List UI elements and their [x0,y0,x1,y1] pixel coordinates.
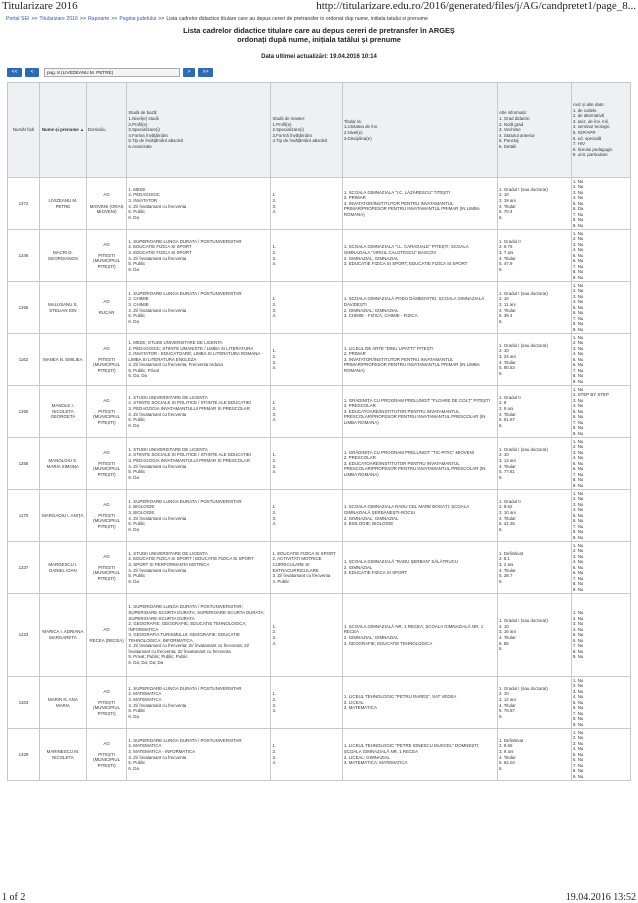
table-row [8,178,631,230]
row-number: 1260 [8,386,40,438]
row-domicile: AG RECEA (RECEA) [86,594,127,677]
row-master: 1. 2. 3. 4. [271,729,342,781]
row-master: 1. 2. 3. 4. [271,594,342,677]
row-info: 1. Definitivat 2. 8.1 3. 2 ani 4. Titular 5. 28.7 6. [497,542,571,594]
row-options: 1. Nu 2. STEP BY STEP 3. Nu 4. Nu 5. Nu 6. Nu 7. Nu 8. Nu 9. Nu [571,386,630,438]
header-name-label: Nume și prenume [41,127,79,133]
row-studies: 1. SUPERIOARE-LUNGA DURATA / POSTUNIVERSITAR; SUPERIOARE-SCURTA DURATA; SUPERIOARE-SCURTA DURATA; SUPERIOARE-SCURTA DURATA 2. GEOGRAFIE; GEOGRAFIE; EDUCATIE TEHNOLOGICA; INFORMATICA 3. GEOGRAFIA TURISMULUI; GEOGRAFIE; EDUCATIE TEHNOLOGICA; INFORMATICA 4. Zi/ învatamant cu frecventa; Zi/ învatamant cu frecventa; Zi/ învatamant cu frecventa; Zi/ învatamant cu frecventa 5. Privat; Public; Public; Public 6. Da; Da; Da; Da [127,594,271,677]
table-row [8,282,631,334]
row-studies: 1. SUPERIOARE-LUNGA DURATA / POSTUNIVERSITAR 2. BIOLOGIE 3. BIOLOGIE 4. Zi/ învatamant cu frecventa 5. Public 6. Da [127,490,271,542]
row-post: 1. LICEUL TEHNOLOGIC "PETRU RAREȘ", SAT VEDEA 2. LICEAL 3. MATEMATICA [342,677,497,729]
print-title: Titularizare 2016 [2,0,78,12]
row-domicile: AG PITEȘTI (MUNICIPIUL PITEȘTI) [86,490,127,542]
row-domicile: AG PITEȘTI (MUNICIPIUL PITEȘTI) [86,729,127,781]
row-info: 1. Gradul I (sau doctorat) 2. 10 3. 11 ani 4. Titular 5. 39.4 6. [497,282,571,334]
row-post: 1. LICEUL TEHNOLOGIC "PETRE IONESCU MUSCEL" DOMNEȘTI; ȘCOALA GIMNAZIALĂ NR. 1 RECEA 2. LICEAL; GIMNAZIAL 3. MATEMATICA; MATEMATICA [342,729,497,781]
print-datetime: 19.04.2016 13:52 [565,892,636,903]
row-post: 1. GRĂDINIȚA CU PROGRAM PRELUNGIT "TIC-PITIC" MIOVENI 2. PRESCOLAR 3. EDUCATOARE/INSTITUTOR PENTRU INVATAMANTUL PRESCOLAR/PROFESOR PENTRU INVATAMANTUL PRESCOLAR (IN LIMBA ROMANA) [342,438,497,490]
breadcrumb [6,16,428,22]
row-master: 1. 2. 3. 4. [271,677,342,729]
row-options: 1. Nu 2. Nu 3. Nu 4. Nu 5. Nu 6. Nu 7. Nu 8. Nu 9. Nu [571,594,630,677]
row-name: MARICA I. ADRIANA MARGARETA [40,594,87,677]
page-title-line1: Lista cadrelor didactice titulare care au depus cereri de pretransfer în ARGEȘ [183,26,455,35]
table-body [8,178,631,781]
row-number: 1266 [8,282,40,334]
row-domicile: AG PITEȘTI (MUNICIPIUL PITEȘTI) [86,230,127,282]
row-studies: 1. STUDII UNIVERSITARE DE LICENTA 2. STIINTE SOCIALE SI POLITICE / STIINTE ALE EDUCATIEI 3. PEDAGOGIA INVATAMANTULUI PRIMAR SI PRESCOLAR 4. Zi/ învatamant cu frecventa 5. Public 6. Da [127,386,271,438]
breadcrumb-separator: >> [79,16,86,22]
breadcrumb-separator: >> [31,16,38,22]
header-domicile: Domiciliu [86,83,127,178]
row-number: 1223 [8,594,40,677]
row-info: 1. Gradul I (sau doctorat) 2. 10 3. 19 ani 4. Titular 5. 70.4 6. [497,178,571,230]
row-post: 1. SCOALA GIMNAZIALA "I.L. CARAGIALE" PITEȘTI; SCOALA GIMNAZIALA "VIRGIL CALOTESCU" BASCOV 2. GIMNAZIAL; GIMNAZIAL 3. EDUCATIE FIZICA SI SPORT; EDUCATIE FIZICA SI SPORT [342,230,497,282]
row-number: 1170 [8,490,40,542]
row-post: 1. ȘCOALA GIMNAZIALĂ PODU DÂMBOVIȚEI; ȘCOALA GIMNAZIALĂ DAVIDEȘTI 2. GIMNAZIAL; GIMNAZIAL 3. CHIMIE - FIZICA; CHIMIE - FIZICA [342,282,497,334]
table-header [8,83,631,178]
row-number: 1346 [8,230,40,282]
table-row [8,490,631,542]
row-master: 1. 2. 3. 4. [271,230,342,282]
row-info: 1. Gradul II 2. 9 3. 9 ani 4. Titular 5. 61.87 6. [497,386,571,438]
row-info: 1. Gradul I (sau doctorat) 2. 10 3. 24 ani 4. Titular 5. 80.53 6. [497,334,571,386]
page-title [0,26,638,44]
row-name: MANOLE I. NICOLETA GEORGETA [40,386,87,438]
row-options: 1. Nu 2. Nu 3. Nu 4. Nu 5. Nu 6. Nu 7. Nu 8. Nu 9. Nu [571,490,630,542]
sort-asc-icon: ▲ [79,127,84,133]
row-master: 1. 2. 3. 4. [271,386,342,438]
row-studies: 1. MEDII; STUDII UNIVERSITARE DE LICENTA 2. PEDAGOGIC; STIINTE UMANISTE / LIMBA SI LITERATURA 3. INVATATOR - EDUCATOARE; LIMBA SI LITERATURA ROMANA - LIMBA SI LITERATURA ENGLEZA 4. Zi/ învatamant cu frecventa; Frecventa redusa 5. Public; Privat 6. Da; Da [127,334,271,386]
row-info: 1. Gradul I (sau doctorat) 2. 10 3. 12 ani 4. Titular 5. 78.87 6. [497,677,571,729]
header-master: Studii de master: 1.Profil(e) 2.Specializare(i) 3.Formă învățământ 4.Tip de învățământ absolvit [271,83,342,178]
next-page-button[interactable]: > [183,68,195,77]
results-table [7,82,631,781]
row-domicile: AG PITEȘTI (MUNICIPIUL PITEȘTI) [86,438,127,490]
table-row [8,542,631,594]
row-master: 1. 2. 3. 4. [271,282,342,334]
row-options: 1. Nu 2. Nu 3. Nu 4. Nu 5. Nu 6. Da 7. Nu 8. Nu 9. Nu [571,178,630,230]
row-domicile: AG PITEȘTI (MUNICIPIUL PITEȘTI) [86,386,127,438]
row-name: MARGAOIU I. ANIȚA [40,490,87,542]
print-page-number: 1 of 2 [2,892,26,903]
row-domicile: AG PITEȘTI (MUNICIPIUL PITEȘTI) [86,334,127,386]
row-number: 1162 [8,334,40,386]
header-studies: Studii de bază: 1.Nivel(e) studii 2.Profil(e) 3.Specializare(i) 4.Forma învățământ 5.Tip de învățământ absolvit 6.Autorizate [127,83,271,178]
breadcrumb-separator: >> [111,16,118,22]
row-name: MALUSANU S. STELIAN ION [40,282,87,334]
row-master: 1. 2. 3. 4. [271,178,342,230]
row-name: MANEA N. EMILIEA [40,334,87,386]
row-studies: 1. SUPERIOARE-LUNGA DURATA / POSTUNIVERSITAR 2. EDUCATIE FIZICA SI SPORT 3. EDUCATIE FIZICA SI SPORT 4. Zi/ învatamant cu frecventa 5. Public 6. Da [127,230,271,282]
row-number: 1337 [8,542,40,594]
breadcrumb-current: Lista cadrelor didactice titulare care au depus cereri de pretransfer in ordonat dup nume, initiala tatalui si prenume [166,16,428,22]
row-options: 1. Nu 2. Nu 3. Nu 4. Nu 5. Nu 6. Nu 7. Nu 8. Nu 9. Nu [571,677,630,729]
row-name: LIVIZEANU M. PETRE [40,178,87,230]
row-studies: 1. SUPERIOARE-LUNGA DURATA / POSTUNIVERSITAR 2. MATEMATICA 3. MATEMATICA 4. Zi/ învatamant cu frecventa 5. Public 6. Da [127,677,271,729]
row-info: 1. Gradul II 2. 9.62 3. 10 ani 4. Titular 5. 42.25 6. [497,490,571,542]
header-options: Aviz și alte date: 1. de cultele 2. de alternativă 3. aviz. de înv. mil. 4. seminar teologic 5. IGP/APR 6. ed. specială 7. HIV 8. liceului pedagogic 9. unit. particulare [571,83,630,178]
table-row [8,594,631,677]
row-options: 1. Nu 2. Nu 3. Nu 4. Nu 5. Nu 6. Nu 7. Nu 8. Nu 9. Nu [571,438,630,490]
row-options: 1. Nu 2. Nu 3. Nu 4. Nu 5. Nu 6. Nu 7. Nu 8. Nu 9. Nu [571,334,630,386]
row-options: 1. Nu 2. Nu 3. Nu 4. Nu 5. Nu 6. Nu 7. Nu 8. Nu 9. Nu [571,230,630,282]
print-header [0,0,638,14]
row-name: MARINESCU M. NICOLETA [40,729,87,781]
row-domicile: AG RUCĂR [86,282,127,334]
row-number: 1163 [8,677,40,729]
breadcrumb-titularizare[interactable]: Titularizare 2016 [39,16,78,22]
table-row [8,438,631,490]
page-title-line2: ordonați după nume, inițiala tatălui și prenume [237,35,401,44]
row-domicile: AG MIOVENI (ORAȘ MIOVENI) [86,178,127,230]
row-post: 1. ȘCOALA GIMNAZIALĂ "RADU ȘERBAN" SĂLĂTRUCU 2. GIMNAZIAL 3. EDUCATIE FIZICA SI SPORT [342,542,497,594]
row-options: 1. Nu 2. Nu 3. Nu 4. Nu 5. Nu 6. Nu 7. Nu 8. Nu 9. Nu [571,282,630,334]
row-master: 1. 2. 3. 4. [271,438,342,490]
row-name: MANOLOIU S. MARIA SIMONA [40,438,87,490]
table-row [8,677,631,729]
row-post: 1. LICEUL DE ARTE "DINU LIPATTI" PITEȘTI 2. PRIMAR 3. INVATATOR/INSTITUTOR PENTRU INVATAMANTUL PRIMAR/PROFESOR PENTRU INVATAMANTUL PRIMAR (IN LIMBA ROMANA) [342,334,497,386]
print-footer [0,892,638,903]
row-info: 1. Gradul I (sau doctorat) 2. 10 3. 13 ani 4. Titular 5. 77.81 6. [497,438,571,490]
first-page-button[interactable]: << [7,68,22,77]
row-name: MACRI D. GEORGIANOS [40,230,87,282]
row-options: 1. Nu 2. Nu 3. Nu 4. Nu 5. Nu 6. Nu 7. Nu 8. Nu 9. Nu [571,729,630,781]
row-studies: 1. SUPERIOARE-LUNGA DURATA / POSTUNIVERSITAR 2. MATEMATICA 3. MATEMATICA - INFORMATICA 4. Zi/ învatamant cu frecventa 5. Public 6. Da [127,729,271,781]
breadcrumb-rapoarte[interactable]: Rapoarte [87,16,110,22]
table-row [8,386,631,438]
row-post: 1. SCOALA GIMNAZIALA RADU CEL MARE BOGAȚI; ȘCOALA GIMNAZIALĂ ȘERBĂNEȘTI-ROCIU 2. GIMNAZIAL; GIMNAZIAL 3. BIOLOGIE; BIOLOGIE [342,490,497,542]
table-row [8,230,631,282]
row-name: MARIN N. ANA MARIA [40,677,87,729]
row-options: 1. Nu 2. Nu 3. Nu 4. Nu 5. Nu 6. Nu 7. Nu 8. Nu 9. Nu [571,542,630,594]
breadcrumb-separator: >> [158,16,165,22]
row-name: MARGESCU I. DANIEL IOAN [40,542,87,594]
row-studies: 1. STUDII UNIVERSITARE DE LICENTA 2. STIINTE SOCIALE SI POLITICE / STIINTE ALE EDUCATIEI 3. PEDAGOGIA INVATAMANTULUI PRIMAR SI PRESCOLAR 4. Zi/ învatamant cu frecventa 5. Public 6. Da [127,438,271,490]
row-info: 1. Gradul I (sau doctorat) 2. 10 3. 16 ani 4. Titular 5. 85 6. [497,594,571,677]
row-master: 1. 2. 3. 4. [271,334,342,386]
header-info: Alte informații: 1. Grad didactic 2. Notă grad 3. Vechime 4. Statutul anterior 5. Punctaj 6. Detalii [497,83,571,178]
header-post: Titular la: 1.Unitatea de înv. 2.Nivel(e) 3.Disciplina(e) [342,83,497,178]
prev-page-button[interactable]: < [25,68,39,77]
row-post: 1. GRĂDINIȚA CU PROGRAM PRELUNGIT "FLOARE DE COLȚ" PITEȘTI 2. PRESCOLAR 3. EDUCATOARE/INSTITUTOR PENTRU INVATAMANTUL PRESCOLAR/PROFESOR PENTRU INVATAMANTUL PRESCOLAR (IN LIMBA ROMANA) [342,386,497,438]
row-post: 1. ȘCOALA GIMNAZIALĂ NR. 1 RECEA; ȘCOALA GIMNAZIALĂ NR. 1 RECEA 2. GIMNAZIAL; GIMNAZIAL 3. GEOGRAFIE; EDUCATIE TEHNOLOGICA [342,594,497,677]
last-update: Data ultimei actualizări: 19.04.2016 10:14 [261,54,377,60]
row-number: 1329 [8,729,40,781]
page-select[interactable]: pag. 8 (LIVEDEANU M. PETRE) [44,68,180,77]
pager [7,68,212,78]
row-domicile: AG PITEȘTI (MUNICIPIUL PITEȘTI) [86,542,127,594]
row-number: 1372 [8,178,40,230]
row-info: 1. Definitivat 2. 9.66 3. 9 ani 4. Titular 5. 62.04 6. [497,729,571,781]
header-name[interactable] [40,83,87,178]
row-master: 1. EDUCATIE FIZICA SI SPORT 2. ACTIVITATI MOTRICE CURRICULARE SI EXTRACURRICULARE 3. Zi/ învatamant cu frecventa 4. Public [271,542,342,594]
header-nr: Număr fișă [8,83,40,178]
row-post: 1. SCOALA GIMNAZIALA "I.C. LĂZĂRESCU" TITEȘTI 2. PRIMAR 3. INVATATOR/INSTITUTOR PENTRU INVATAMANTUL PRIMAR/PROFESOR PENTRU INVATAMANTUL PRIMAR (IN LIMBA ROMANA) [342,178,497,230]
table-row [8,334,631,386]
row-domicile: AG PITEȘTI (MUNICIPIUL PITEȘTI) [86,677,127,729]
print-url: http://titularizare.edu.ro/2016/generated/files/j/AG/candpretet1/page_8... [316,0,636,12]
row-studies: 1. SUPERIOARE-LUNGA DURATA / POSTUNIVERSITAR 2. CHIMIE 3. CHIMIE 4. Zi/ învatamant cu frecventa 5. Public 6. Da [127,282,271,334]
row-number: 1256 [8,438,40,490]
row-master: 1. 2. 3. 4. [271,490,342,542]
table-row [8,729,631,781]
row-studies: 1. STUDII UNIVERSITARE DE LICENTA 2. EDUCATIE FIZICA SI SPORT / EDUCATIE FIZICA SI SPORT 3. SPORT SI PERFORMANTA MOTRICA 4. Zi/ învatamant cu frecventa 5. Public 6. Da [127,542,271,594]
row-info: 1. Gradul II 2. 9.75 3. 7 ani 4. Titular 5. 47.9 6. [497,230,571,282]
breadcrumb-pagina-judetului[interactable]: Pagina judetului [119,16,157,22]
row-studies: 1. MEDII 2. PEDAGOGIC 3. INVATATOR 4. Zi/ învatamant cu frecventa 5. Public 6. Da [127,178,271,230]
last-page-button[interactable]: >> [198,68,213,77]
breadcrumb-portal-sei[interactable]: Portal SEI [6,16,30,22]
